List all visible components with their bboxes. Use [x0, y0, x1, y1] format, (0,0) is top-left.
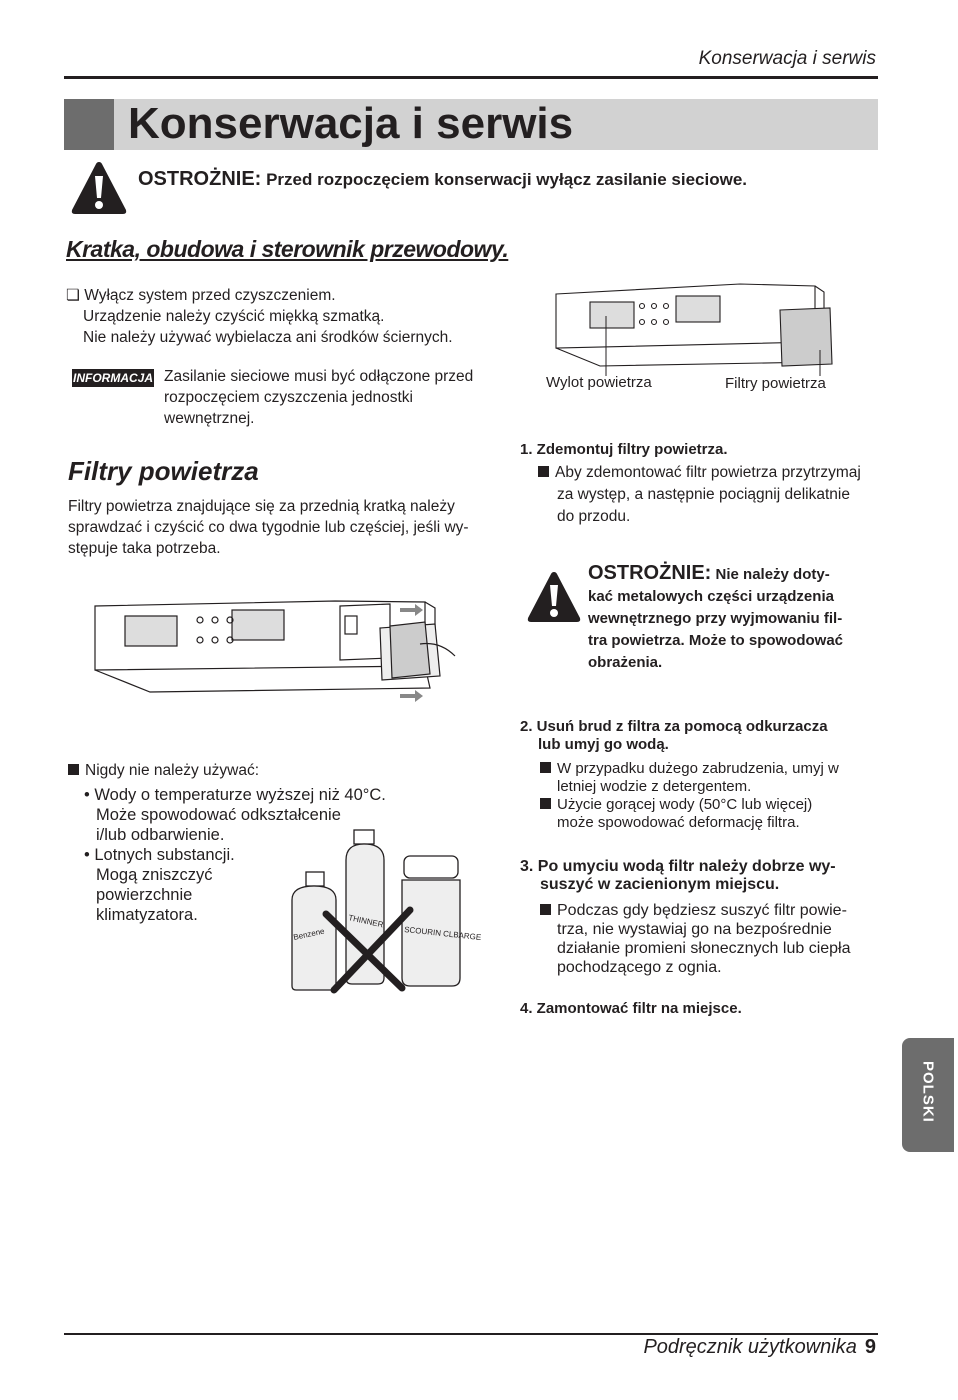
grille-line-2: Urządzenie należy czyścić miękką szmatką.	[83, 308, 385, 325]
info-text	[164, 366, 473, 429]
footer-title: Podręcznik użytkownika	[643, 1336, 857, 1358]
caution-line: kać metalowych części urządzenia	[588, 588, 834, 605]
step-4-title: 4. Zamontować filtr na miejsce.	[520, 1000, 742, 1017]
square-bullet	[538, 466, 549, 477]
list-item: i/lub odbarwienie.	[96, 826, 225, 844]
square-bullet	[540, 904, 551, 915]
step-line: Aby zdemontować filtr powietrza przytrzymaj	[555, 464, 861, 481]
step-title-line: suszyć w zacienionym miejscu.	[540, 876, 780, 893]
step-line: Podczas gdy będziesz suszyć filtr powie-	[557, 902, 847, 919]
step-line: Użycie gorącej wody (50°C lub więcej)	[557, 796, 813, 813]
step-1-text	[538, 462, 861, 528]
step-line: W przypadku dużego zabrudzenia, umyj w	[557, 760, 839, 777]
never-use-text: Nigdy nie należy używać:	[85, 762, 260, 779]
step-line: działanie promieni słonecznych lub ciepła	[557, 940, 851, 957]
unit-diagram-labeled	[550, 280, 840, 380]
bottles-illustration	[286, 828, 482, 994]
step-line: trza, nie wystawiaj go na bezpośrednie	[557, 921, 832, 938]
info-badge: INFORMACJA	[73, 371, 153, 385]
square-bullet	[540, 762, 551, 773]
checkbox-bullet: ❏	[66, 287, 80, 304]
never-use-heading	[68, 760, 259, 781]
step-line: może spowodować deformację filtra.	[557, 814, 800, 831]
page-title: Konserwacja i serwis	[128, 99, 574, 148]
list-item: klimatyzatora.	[96, 906, 198, 924]
bottle-label-scourin: SCOURIN CLBARGE	[403, 925, 482, 943]
step-line: do przodu.	[557, 508, 631, 525]
caution-line: tra powietrza. Może to spowodować	[588, 632, 844, 649]
page-number: 9	[864, 1336, 876, 1358]
step-title-line: 2. Usuń brud z filtra za pomocą odkurzacza	[520, 718, 828, 735]
grille-instructions	[66, 285, 453, 348]
filters-intro	[68, 496, 469, 559]
list-item: • Wody o temperaturze wyższej niż 40°C.	[84, 786, 386, 804]
caution-top	[138, 168, 747, 191]
step-2-text	[540, 760, 839, 832]
caution-mid	[588, 562, 843, 674]
label-air-filters: Filtry powietrza	[725, 375, 826, 392]
caution-text: Przed rozpoczęciem konserwacji wyłącz zasilanie sieciowe.	[266, 170, 748, 189]
info-line: wewnętrznej.	[164, 410, 255, 427]
running-header: Konserwacja i serwis	[698, 48, 876, 69]
list-item: Może spowodować odkształcenie	[96, 806, 341, 824]
caution-label: OSTROŻNIE:	[138, 168, 262, 190]
caution-line: Nie należy doty-	[715, 566, 830, 583]
section-heading-grille: Kratka, obudowa i sterownik przewodowy.	[66, 236, 509, 262]
caution-label: OSTROŻNIE:	[588, 562, 712, 584]
step-line: za występ, a następnie pociągnij delikatnie	[557, 486, 850, 503]
bottle-label-benzene: Benzene	[292, 926, 326, 942]
intro-line: Filtry powietrza znajdujące się za przednią kratką należy	[68, 498, 455, 515]
warning-icon	[70, 160, 128, 216]
header-rule	[64, 76, 878, 79]
info-line: Zasilanie sieciowe musi być odłączone przed	[164, 368, 474, 385]
step-line: pochodzącego z ognia.	[557, 959, 722, 976]
step-title-line: lub umyj go wodą.	[538, 736, 669, 753]
grille-line-3: Nie należy używać wybielacza ani środków ściernych.	[83, 329, 453, 346]
info-line: rozpoczęciem czyszczenia jednostki	[164, 389, 413, 406]
language-tab-label: POLSKI	[919, 1061, 937, 1123]
list-item: Mogą zniszczyć	[96, 866, 213, 884]
footer-rule	[64, 1333, 878, 1335]
list-item: • Lotnych substancji.	[84, 846, 235, 864]
section-heading-filters: Filtry powietrza	[68, 456, 259, 486]
step-3-text	[540, 901, 851, 977]
footer	[643, 1336, 876, 1359]
intro-line: sprawdzać i czyścić co dwa tygodnie lub częściej, jeśli wy-	[68, 519, 469, 536]
grille-line-1: Wyłącz system przed czyszczeniem.	[84, 287, 336, 304]
step-title-line: 3. Po umyciu wodą filtr należy dobrze wy-	[520, 858, 836, 875]
warning-icon	[526, 570, 582, 624]
intro-line: stępuje taka potrzeba.	[68, 540, 221, 557]
square-bullet	[68, 764, 79, 775]
step-line: letniej wodzie z detergentem.	[557, 778, 752, 795]
step-2-title	[520, 718, 828, 754]
caution-line: obrażenia.	[588, 654, 663, 671]
label-air-outlet: Wylot powietrza	[546, 374, 652, 391]
bottle-label-thinner: THINNER	[347, 913, 385, 930]
caution-line: wewnętrznego przy wyjmowaniu fil-	[588, 610, 843, 627]
list-item: powierzchnie	[96, 886, 193, 904]
step-1-title: 1. Zdemontuj filtry powietrza.	[520, 441, 728, 458]
title-accent-block	[64, 99, 114, 150]
unit-illustration-removal	[90, 596, 470, 706]
step-3-title	[520, 858, 836, 894]
square-bullet	[540, 798, 551, 809]
